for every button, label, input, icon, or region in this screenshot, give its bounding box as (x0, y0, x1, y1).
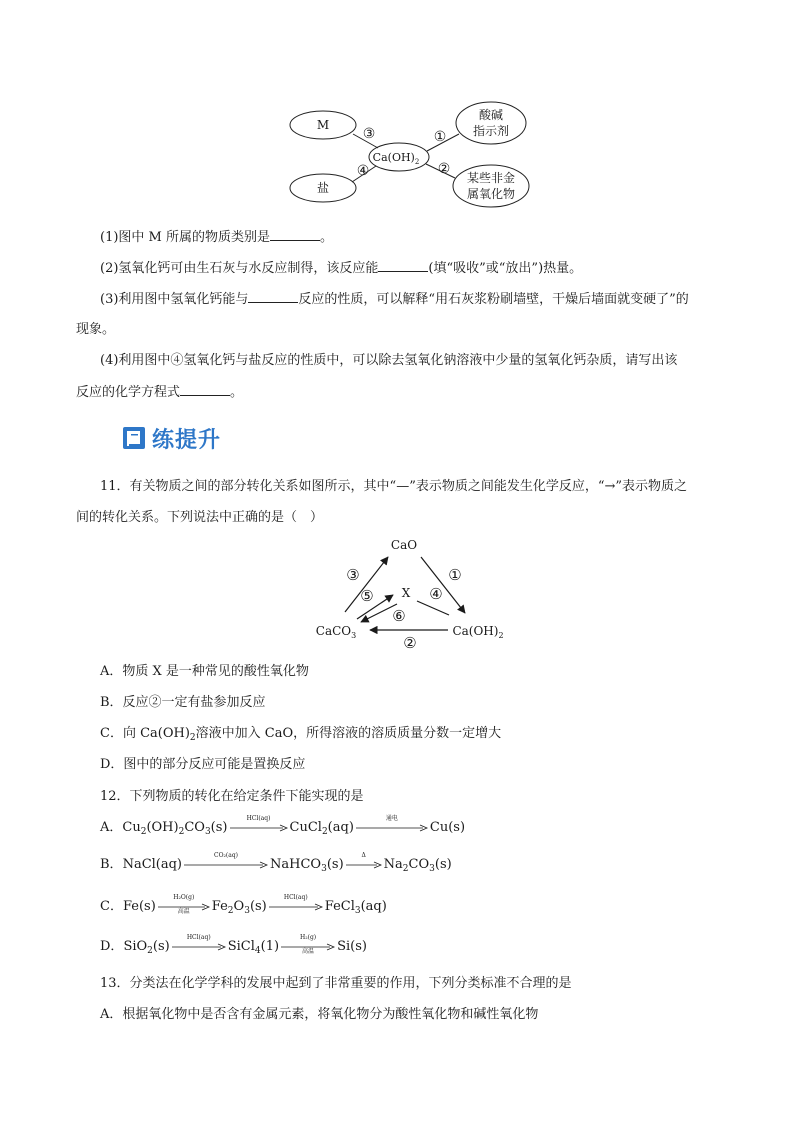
cycle-num-3: ③ (346, 566, 360, 584)
q10-part4: (4)利用图中④氢氧化钙与盐反应的性质中，可以除去氢氧化钠溶液中少量的氢氧化钙杂质，请写出该 (100, 353, 678, 368)
q10-part2: (2)氢氧化钙可由生石灰与水反应制得，该反应能 (填“吸收”或“放出”)热量。 (100, 261, 583, 276)
q11-option-a: A．物质 X 是一种常见的酸性氧化物 (100, 664, 309, 679)
num-1: ① (433, 129, 447, 145)
q10-part3-cont: 现象。 (76, 322, 116, 337)
m-label: M (316, 118, 330, 132)
center-label: $Ca(OH)_2$ (372, 151, 420, 166)
q12-stem: 12．下列物质的转化在给定条件下能实现的是 (100, 789, 364, 804)
reaction-arrow: 通电 (356, 824, 428, 832)
cycle-num-4: ④ (429, 585, 443, 603)
cycle-num-5: ⑤ (360, 587, 374, 605)
reaction-arrow: HCl(aq) (269, 903, 323, 911)
section-title: 练提升 (152, 427, 222, 453)
q11-option-d: D．图中的部分反应可能是置换反应 (100, 757, 306, 772)
q13-stem: 13．分类法在化学学科的发展中起到了非常重要的作用，下列分类标准不合理的是 (100, 976, 572, 991)
q10-part4-cont: 反应的化学方程式 。 (76, 385, 244, 400)
cycle-num-1: ① (448, 566, 462, 584)
q10-part1: (1)图中 M 所属的物质类别是 。 (100, 230, 334, 245)
q12-option-c: C． Fe(s) H₂O(g) 高温 $Fe_2O_3(s)$ HCl(aq) FeCl$_3$(aq) (100, 894, 387, 916)
reaction-arrow: HCl(aq) (230, 824, 288, 832)
q12-option-a: A． $Cu_2(OH)_2CO_3(s)$ HCl(aq) CuCl$_2$(aq) 通电 Cu(s) (100, 815, 466, 837)
reaction-arrow: CO₂(aq) (184, 861, 268, 869)
q11-stem-1: 11．有关物质之间的部分转化关系如图所示，其中“—”表示物质之间能发生化学反应，“→”表示物质之 (100, 479, 688, 494)
oxide-label-1: 某些非金 (466, 171, 516, 185)
indicator-label-1: 酸碱 (478, 108, 504, 122)
q13-option-a: A．根据氧化物中是否含有金属元素，将氧化物分为酸性氧化物和碱性氧化物 (100, 1007, 539, 1022)
num-2: ② (437, 161, 451, 177)
reaction-arrow: H₂O(g) 高温 (158, 903, 210, 911)
caco3-label: CaCO$_3$ (315, 624, 357, 640)
indicator-label-2: 指示剂 (472, 124, 510, 138)
q10-part3: (3)利用图中氢氧化钙能与 反应的性质，可以解释“用石灰浆粉刷墙壁，干燥后墙面就变硬了”的 (100, 292, 689, 307)
caoh2-label: $Ca(OH)_2$ (452, 624, 504, 640)
x-label: X (401, 586, 411, 600)
num-4: ④ (356, 163, 370, 179)
q12-option-b: B． NaCl(aq) CO₂(aq) NaHCO$_3$(s) Δ $Na_2CO_3(s)$ (100, 852, 452, 874)
reaction-arrow: HCl(aq) (172, 943, 226, 951)
oxide-label-2: 属氧化物 (466, 187, 516, 201)
reaction-arrow: Δ (346, 861, 382, 869)
q12-option-d: D． SiO$_2$(s) HCl(aq) SiCl$_4$(1) H₂(g) 高温 Si(s) (100, 934, 367, 956)
cycle-num-2: ② (403, 634, 417, 652)
salt-label: 盐 (316, 181, 330, 195)
q11-stem-2: 间的转化关系。下列说法中正确的是（ ） (76, 510, 324, 525)
q11-option-c: C．向 $Ca(OH)_2$溶液中加入 CaO，所得溶液的溶质质量分数一定增大 (100, 726, 502, 743)
cycle-num-6: ⑥ (392, 607, 406, 625)
num-3: ③ (362, 126, 376, 142)
reaction-arrow: H₂(g) 高温 (281, 943, 335, 951)
q11-option-b: B．反应②一定有盐参加反应 (100, 695, 266, 710)
cao-label: CaO (390, 538, 418, 552)
